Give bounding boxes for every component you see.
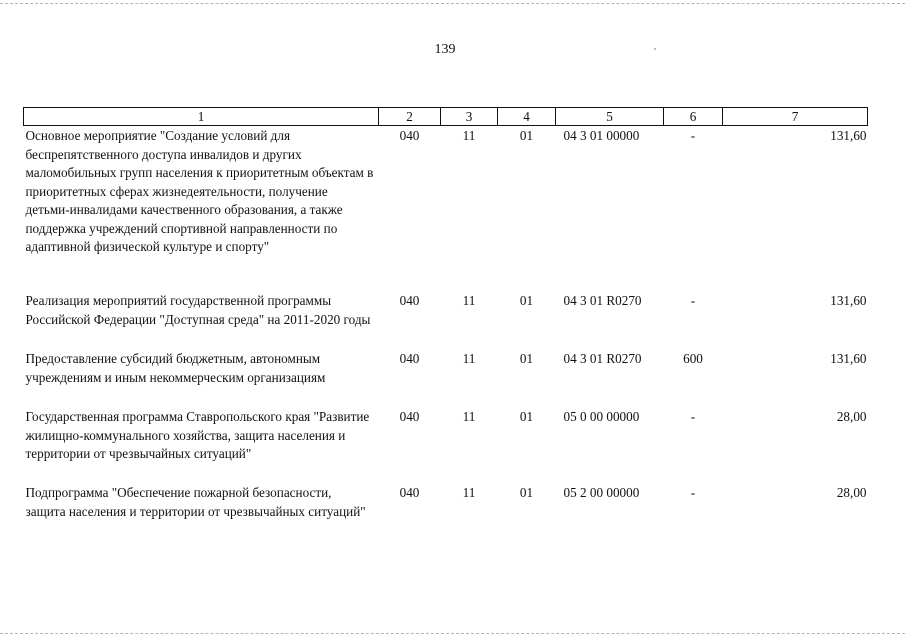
amount: 131,60 (830, 351, 867, 366)
table-header-row (24, 108, 868, 126)
scan-speck (654, 48, 656, 50)
subsection-code: 01 (519, 351, 534, 366)
scan-edge-top (0, 3, 905, 4)
subsection-code: 01 (519, 128, 534, 143)
target-article-code: 05 2 00 00000 (563, 485, 640, 500)
row-name: Реализация мероприятий государственной программы Российской Федерации "Доступная среда" на 2011-2020 годы (25, 293, 371, 327)
header-cell-7: 7 (723, 108, 868, 126)
header-cell-4: 4 (498, 108, 556, 126)
target-article-code: 05 0 00 00000 (563, 409, 640, 424)
ministry-code: 040 (399, 485, 420, 500)
table-row (24, 126, 868, 293)
section-code: 11 (462, 293, 476, 308)
budget-table (23, 107, 868, 539)
amount: 28,00 (836, 409, 867, 424)
row-name: Государственная программа Ставропольского края "Развитие жилищно-коммунального хозяйства, защита населения и территории от чрезвычайных ситуаций" (25, 409, 370, 461)
table-row (24, 484, 868, 539)
target-article-code: 04 3 01 R0270 (563, 293, 642, 308)
header-cell-2: 2 (379, 108, 441, 126)
ministry-code: 040 (399, 128, 420, 143)
section-code: 11 (462, 128, 476, 143)
expense-type-code: 600 (683, 351, 703, 366)
section-code: 11 (462, 485, 476, 500)
ministry-code: 040 (399, 293, 420, 308)
expense-type-code: - (690, 485, 696, 500)
target-article-code: 04 3 01 00000 (563, 128, 640, 143)
scan-edge-bottom (0, 633, 905, 634)
row-name: Основное мероприятие "Создание условий для беспрепятственного доступа инвалидов и других маломобильных групп населения к приоритетным объектам в приоритетных сферах жизнедеятельности, получение детьми-инвалидами качественного образования, а также поддержка учреждений спортивной направленности по адаптивной физической культуре и спорту" (25, 128, 374, 254)
table-row (24, 292, 868, 350)
table-row (24, 350, 868, 408)
section-code: 11 (462, 409, 476, 424)
section-code: 11 (462, 351, 476, 366)
subsection-code: 01 (519, 485, 534, 500)
ministry-code: 040 (399, 351, 420, 366)
amount: 131,60 (830, 293, 867, 308)
row-name: Подпрограмма "Обеспечение пожарной безопасности, защита населения и территории от чрезвычайных ситуаций" (25, 485, 366, 519)
expense-type-code: - (690, 293, 696, 308)
header-cell-1: 1 (24, 108, 379, 126)
row-name: Предоставление субсидий бюджетным, автономным учреждениям и иным некоммерческим организациям (25, 351, 326, 385)
expense-type-code: - (690, 409, 696, 424)
amount: 131,60 (830, 128, 867, 143)
header-cell-3: 3 (441, 108, 498, 126)
header-cell-5: 5 (556, 108, 664, 126)
subsection-code: 01 (519, 293, 534, 308)
amount: 28,00 (836, 485, 867, 500)
page-number: 139 (434, 42, 456, 57)
table-row (24, 408, 868, 484)
expense-type-code: - (690, 128, 696, 143)
target-article-code: 04 3 01 R0270 (563, 351, 642, 366)
header-cell-6: 6 (664, 108, 723, 126)
ministry-code: 040 (399, 409, 420, 424)
subsection-code: 01 (519, 409, 534, 424)
